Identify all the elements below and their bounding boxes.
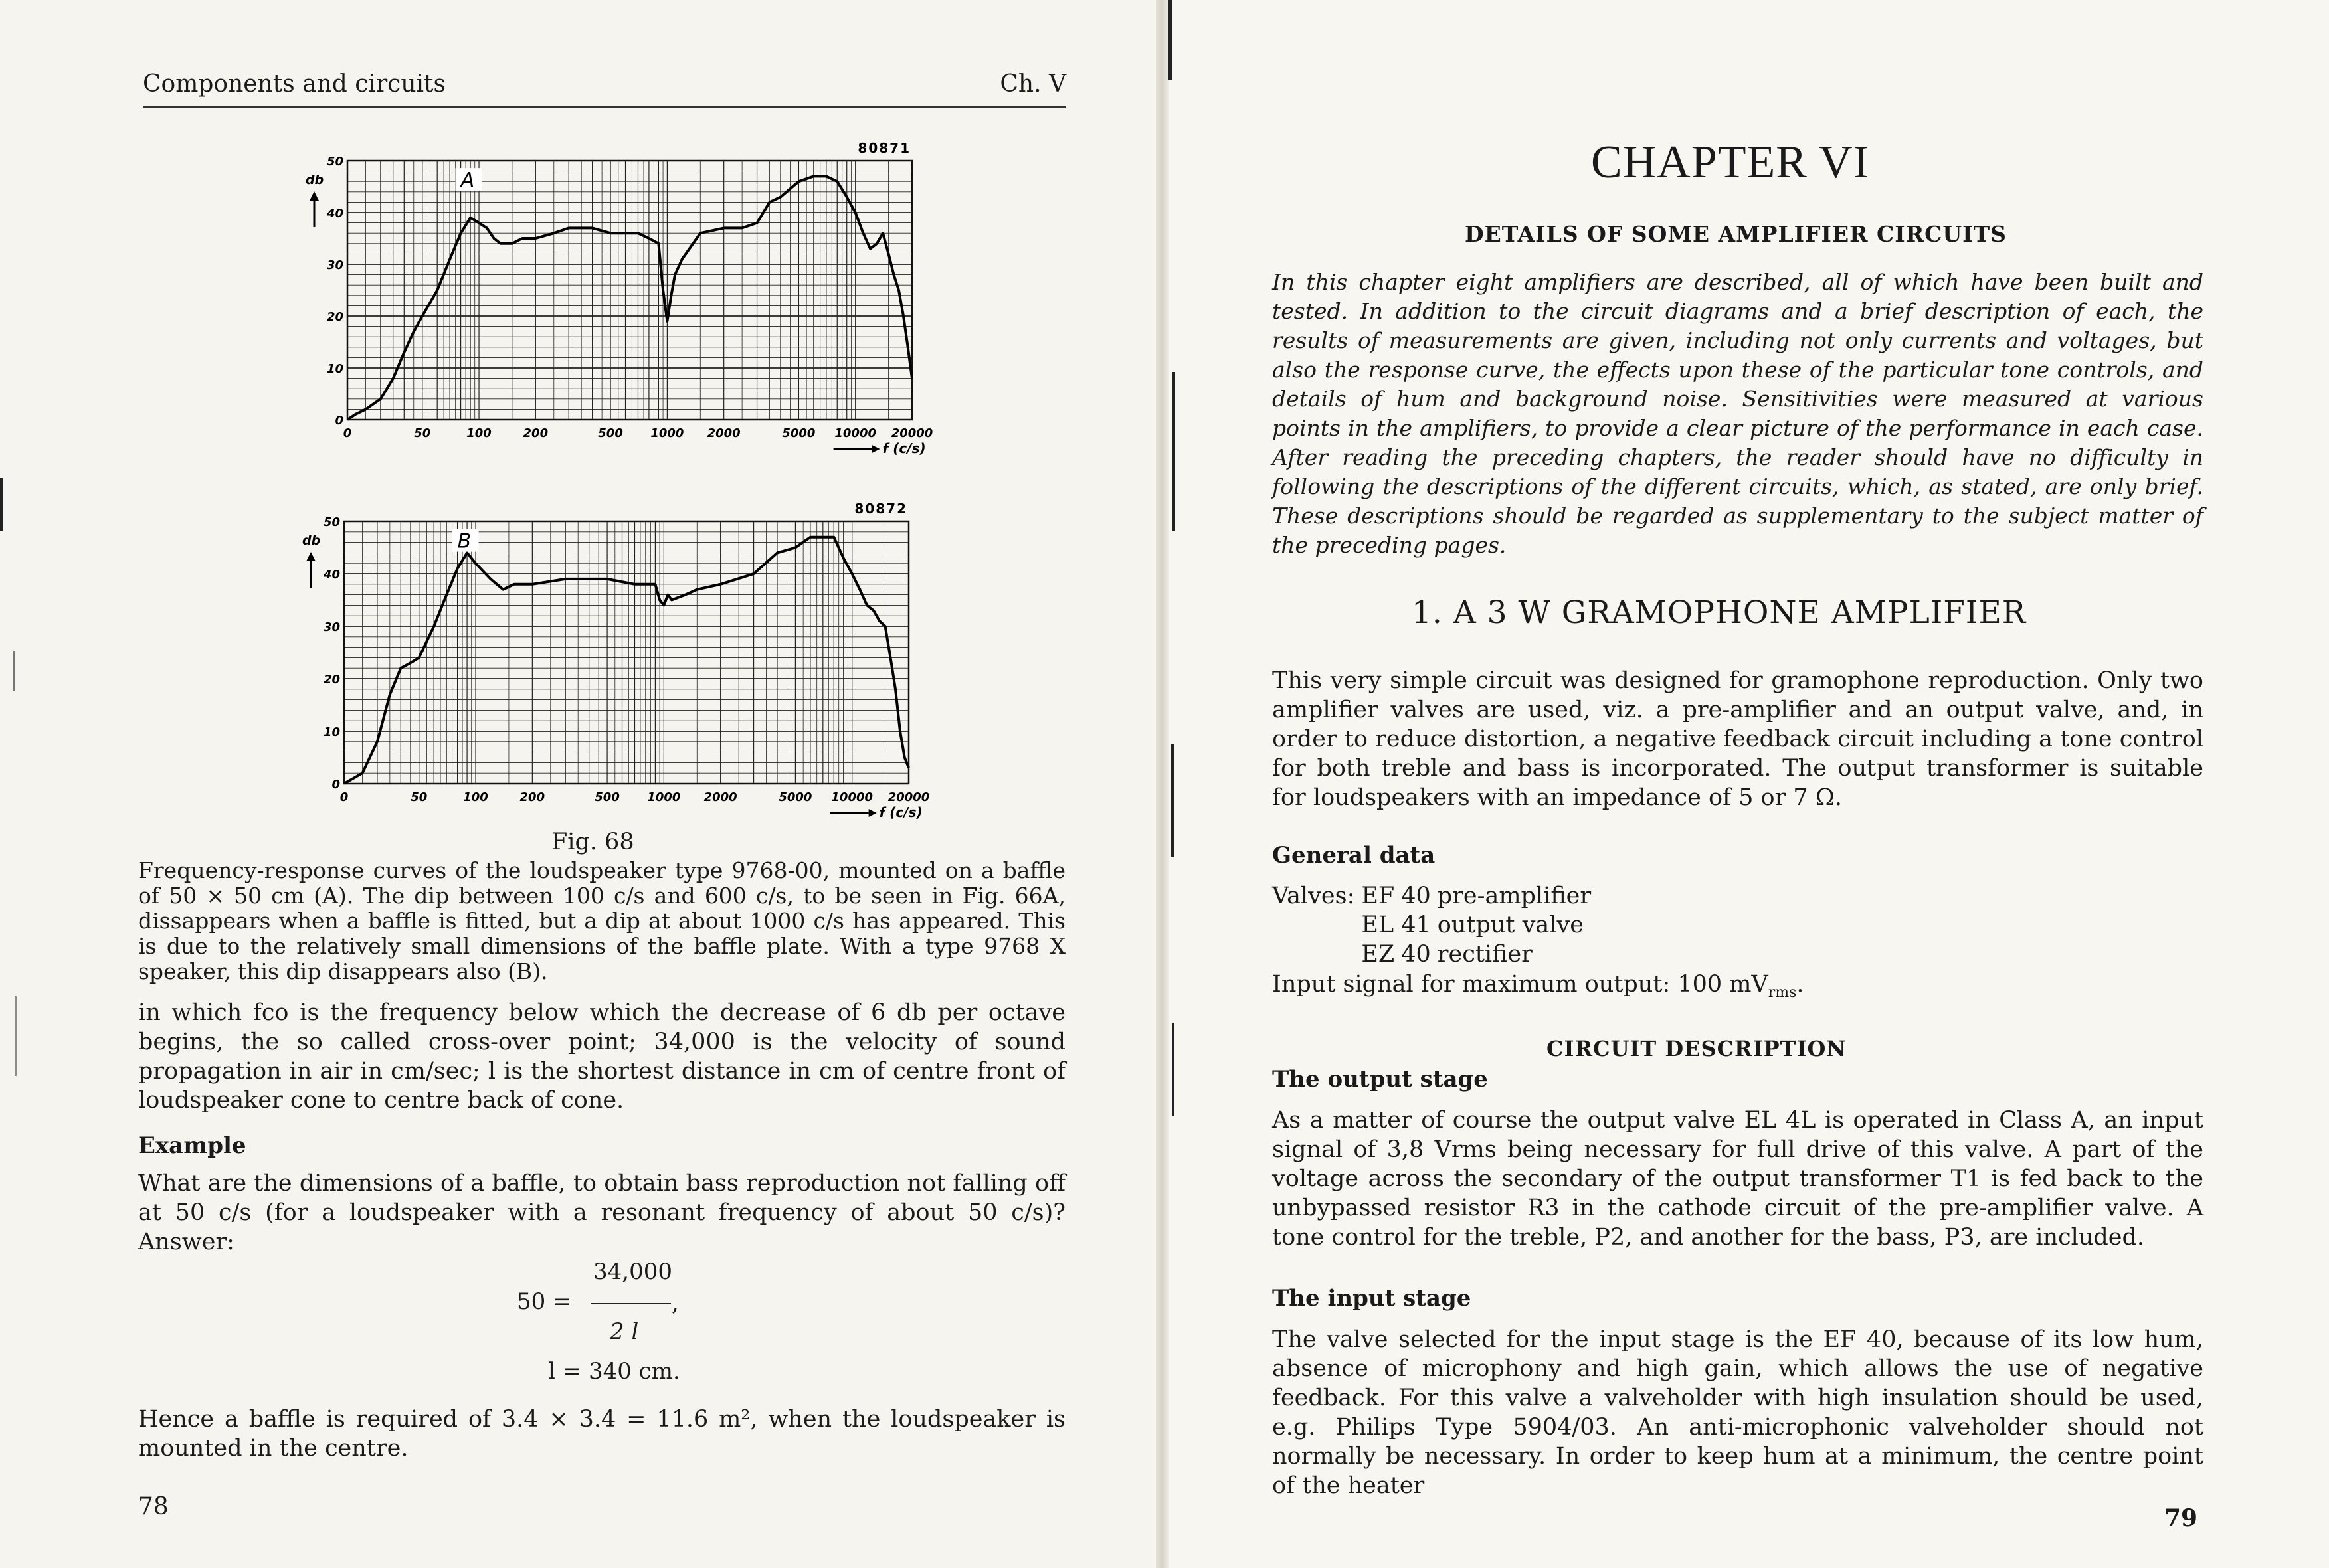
x-axis-arrowhead xyxy=(872,445,880,453)
y-axis-label: db xyxy=(306,173,324,187)
x-tick-label: 50 xyxy=(414,426,431,440)
x-tick-label: 5000 xyxy=(782,426,816,440)
valve-number: 40 xyxy=(1401,883,1431,909)
y-axis-arrowhead xyxy=(306,552,316,561)
output-stage-text: As a matter of course the output valve EL 4L is operated in Class A, an input signal of 3,8 Vrms being necessary for full drive of this valve. A part of the voltage across the secondary of the output transformer T1 is fed back to the unbypassed resistor R3 in the cathode circuit of the pre-amplifier valve. A tone control for the treble, P2, and another for the bass, P3, are included. xyxy=(1272,1107,2203,1251)
running-head-title: Components and circuits xyxy=(143,70,446,98)
chapter-title: CHAPTER VI xyxy=(1591,137,1870,188)
y-tick-label: 50 xyxy=(323,515,340,529)
example-heading: Example xyxy=(138,1132,246,1159)
valve-type: EZ xyxy=(1361,941,1395,968)
y-axis-arrowhead xyxy=(310,191,319,201)
valve-description: output valve xyxy=(1437,912,1584,938)
valves-table xyxy=(1272,881,1598,969)
scan-edge-mark xyxy=(1168,0,1172,80)
x-tick-label: 5000 xyxy=(779,790,812,804)
valve-description: pre-amplifier xyxy=(1437,883,1592,909)
chart-svg xyxy=(299,133,952,486)
scan-edge-mark xyxy=(1172,1023,1174,1116)
valves-label: Valves: xyxy=(1272,883,1355,909)
input-stage-heading: The input stage xyxy=(1272,1285,1471,1312)
y-tick-label: 0 xyxy=(331,778,340,792)
running-head xyxy=(143,69,1066,108)
y-tick-label: 40 xyxy=(323,568,340,582)
y-tick-label: 30 xyxy=(326,258,343,272)
x-tick-label: 10000 xyxy=(834,426,877,440)
x-axis-arrowhead xyxy=(869,809,877,817)
valve-row xyxy=(1272,911,1598,940)
x-tick-label: 10000 xyxy=(831,790,874,804)
x-tick-label: 200 xyxy=(519,790,545,804)
chapter-intro: In this chapter eight amplifiers are described, all of which have been built and tested. In addition to the circuit diagrams and a brief description of each, the results of measurements are given, including not only currents and voltages, but also the response curve, the effects upon these of the particular tone controls, and details of hum and background noise. Sensitivities were measured at various points in the amplifiers, to provide a clear picture of the performance in each case. After reading the preceding chapters, the reader should have no difficulty in following the descriptions of the different circuits, which, as stated, are only brief. These descriptions should be regarded as supplementary to the subject matter of the preceding pages. xyxy=(1272,269,2203,558)
x-tick-label: 0 xyxy=(339,790,349,804)
general-data-heading: General data xyxy=(1272,842,1436,869)
x-tick-label: 0 xyxy=(343,426,352,440)
page-number-right: 79 xyxy=(2164,1504,2198,1532)
x-tick-label: 20000 xyxy=(891,426,933,440)
valve-type: EL xyxy=(1361,912,1394,938)
y-tick-label: 20 xyxy=(323,673,340,687)
valve-number: 40 xyxy=(1401,941,1431,968)
example-text: What are the dimensions of a baffle, to obtain bass reproduction not falling off at 50 c/s (for a loudspeaker with a resonant frequency of about 50 c/s)? Answer: xyxy=(138,1170,1066,1255)
y-tick-label: 30 xyxy=(323,620,340,634)
equation-comma: , xyxy=(672,1290,679,1316)
figure-code: 80872 xyxy=(854,501,907,517)
y-tick-label: 10 xyxy=(326,362,343,376)
equation-result: l = 340 cm. xyxy=(548,1358,680,1385)
chapter-subtitle: DETAILS OF SOME AMPLIFIER CIRCUITS xyxy=(1465,221,2007,247)
scan-edge-mark xyxy=(15,996,17,1076)
input-signal-end: . xyxy=(1796,971,1804,998)
x-tick-label: 100 xyxy=(466,426,492,440)
valve-type: EF xyxy=(1361,883,1395,909)
running-head-chapter: Ch. V xyxy=(1000,70,1066,98)
y-tick-label: 50 xyxy=(326,155,343,169)
fraction-bar xyxy=(591,1303,671,1304)
x-axis-label: f (c/s) xyxy=(882,440,926,456)
valve-row xyxy=(1272,881,1598,911)
figure-caption: Frequency-response curves of the loudspeaker type 9768-00, mounted on a baffle of 50 × 50 cm (A). The dip between 100 c/s and 600 c/s, to be seen in Fig. 66A, dissappears when a baffle is fitted, but a dip at about 1000 c/s has appeared. This is due to the relatively small dimensions of the baffle plate. With a type 9768 X speaker, this dip disappears also (B). xyxy=(138,857,1066,984)
input-signal-text: Input signal for maximum output: 100 mV xyxy=(1272,971,1768,998)
chart-frame xyxy=(344,521,909,784)
valve-number: 41 xyxy=(1401,912,1431,938)
conclusion-text: Hence a baffle is required of 3.4 × 3.4 = 11.6 m², when the loudspeaker is mounted in the centre. xyxy=(138,1406,1066,1462)
chart-grid xyxy=(344,521,909,784)
x-tick-label: 1000 xyxy=(647,790,681,804)
valve-description: rectifier xyxy=(1437,941,1533,968)
x-tick-label: 500 xyxy=(598,426,623,440)
equation-denominator: 2 l xyxy=(610,1318,639,1345)
x-tick-label: 2000 xyxy=(703,790,737,804)
x-tick-label: 500 xyxy=(595,790,620,804)
book-gutter xyxy=(1156,0,1169,1568)
response-chart-a xyxy=(299,133,952,486)
x-tick-label: 2000 xyxy=(707,426,741,440)
scan-edge-mark xyxy=(13,651,15,691)
x-axis-label: f (c/s) xyxy=(879,804,923,820)
y-tick-label: 0 xyxy=(335,414,343,428)
output-stage-heading: The output stage xyxy=(1272,1066,1488,1092)
y-tick-label: 20 xyxy=(326,310,343,324)
input-signal-subscript: rms xyxy=(1768,984,1797,1001)
equation-lhs: 50 = xyxy=(517,1288,572,1315)
input-signal-line xyxy=(1272,970,1804,1007)
scan-edge-mark xyxy=(0,478,3,531)
section-intro: This very simple circuit was designed for gramophone reproduction. Only two amplifier valves are used, viz. a pre-amplifier and an output valve, and, in order to reduce distortion, a negative feedback circuit including a tone control for both treble and bass is incorporated. The output transformer is suitable for loudspeakers with an impedance of 5 or 7 Ω. xyxy=(1272,667,2203,811)
x-tick-label: 20000 xyxy=(887,790,930,804)
figure-code: 80871 xyxy=(858,140,911,156)
page-number-left: 78 xyxy=(138,1493,169,1520)
y-tick-label: 40 xyxy=(326,207,343,220)
circuit-description-heading: CIRCUIT DESCRIPTION xyxy=(1546,1036,1847,1061)
response-chart-b xyxy=(294,495,949,850)
chart-frame xyxy=(347,161,912,420)
section-title: 1. A 3 W GRAMOPHONE AMPLIFIER xyxy=(1412,594,2027,631)
y-tick-label: 10 xyxy=(323,725,340,739)
x-tick-label: 1000 xyxy=(650,426,684,440)
paragraph-crossover: in which fco is the frequency below which the decrease of 6 db per octave begins, the so called cross-over point; 34,000 is the velocity of sound propagation in air in cm/sec; l is the shortest distance in cm of centre front of loudspeaker cone to centre back of cone. xyxy=(138,1000,1066,1114)
panel-label: B xyxy=(457,529,472,553)
chart-grid xyxy=(347,161,912,420)
x-tick-label: 100 xyxy=(463,790,488,804)
chart-svg xyxy=(294,495,949,850)
figure-number: Fig. 68 xyxy=(551,829,634,855)
valve-row xyxy=(1272,940,1598,969)
equation-numerator: 34,000 xyxy=(593,1259,672,1285)
x-tick-label: 200 xyxy=(523,426,549,440)
scan-edge-mark xyxy=(1171,744,1174,857)
y-axis-label: db xyxy=(302,533,321,548)
scan-edge-mark xyxy=(1172,372,1175,531)
x-tick-label: 50 xyxy=(411,790,428,804)
panel-label: A xyxy=(460,169,475,193)
input-stage-text: The valve selected for the input stage is the EF 40, because of its low hum, absence of microphony and high gain, which allows the use of negative feedback. For this valve a valveholder with high insulation should be used, e.g. Philips Type 5904/03. An anti-microphonic valveholder should not normally be necessary. In order to keep hum at a minimum, the centre point of the heater xyxy=(1272,1326,2203,1499)
